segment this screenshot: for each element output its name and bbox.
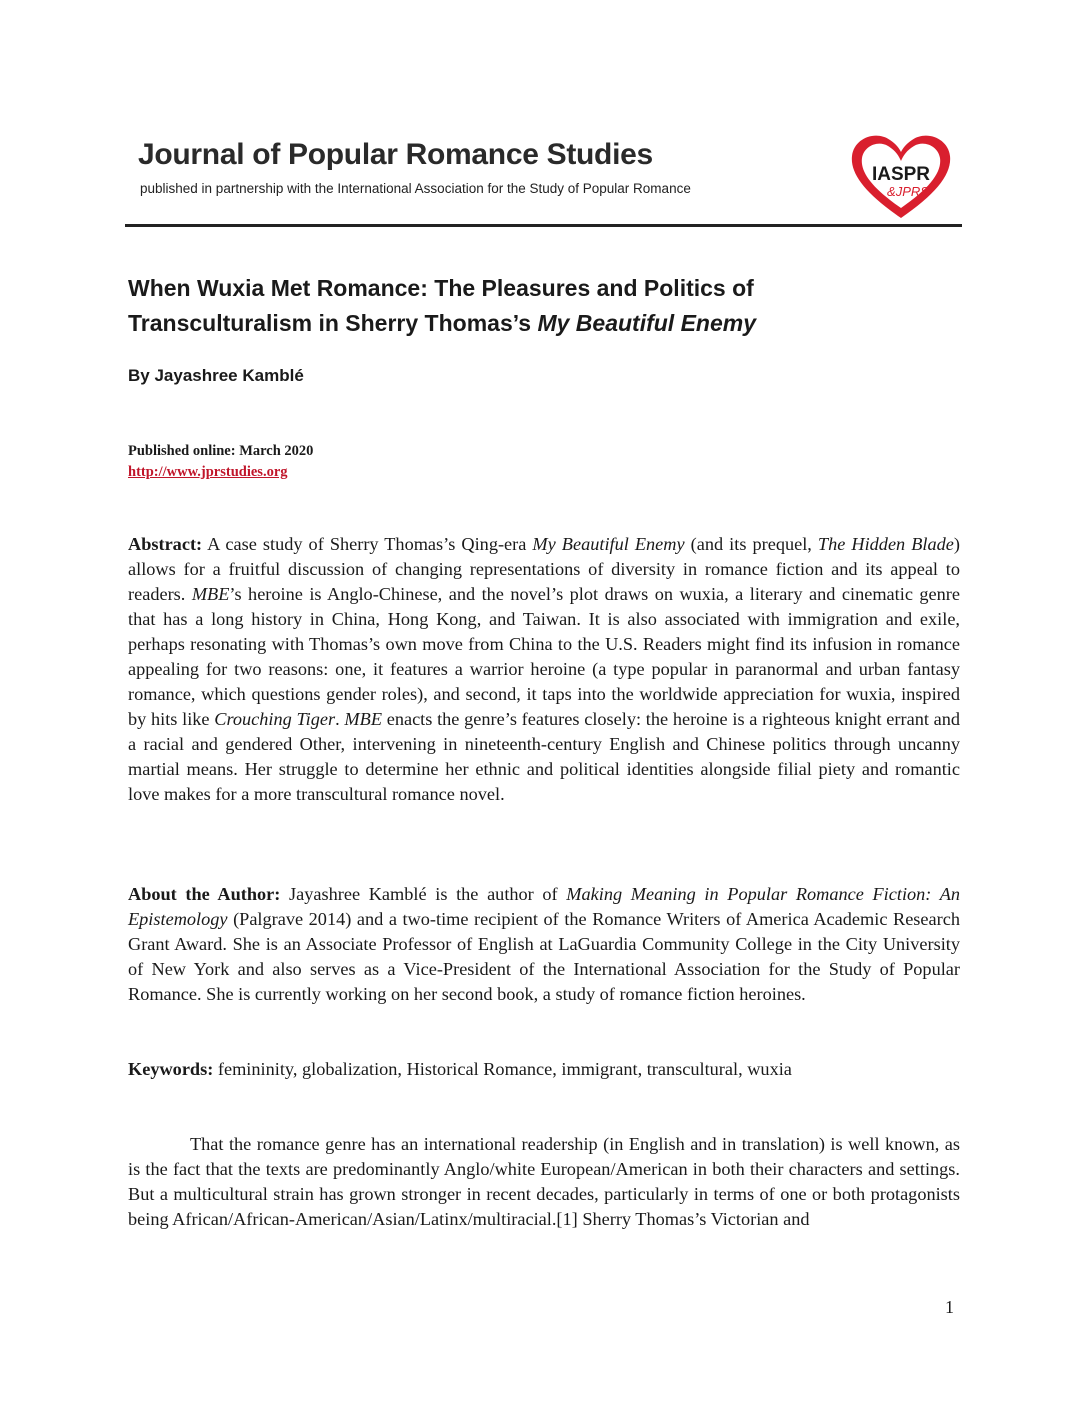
abstract-paragraph: [128, 532, 960, 807]
header-divider: [125, 224, 962, 227]
about-author-paragraph: [128, 882, 960, 1007]
abstract-text: .: [335, 709, 345, 729]
heart-logo-icon: [846, 128, 956, 224]
article-title: [128, 271, 968, 341]
about-text: Jayashree Kamblé is the author of: [280, 884, 567, 904]
abstract-text: (and its prequel,: [684, 534, 818, 554]
abstract-italic: MBE: [344, 709, 382, 729]
keywords-paragraph: [128, 1057, 960, 1082]
abstract-text: ’s heroine is Anglo-Chinese, and the novel’s plot draws on wuxia, a literary and cinematic genre that has a long history in China, Hong Kong, and Taiwan. It is also associated with immigration and exile, perhaps resonating with Thomas’s own move from China to the U.S. Readers might find its infusion in romance appealing for two reasons: one, it features a warrior heroine (a type popular in paranormal and urban fantasy romance, which questions gender roles), and second, it taps into the worldwide appreciation for wuxia, inspired by hits like: [128, 584, 960, 729]
about-text: (Palgrave 2014) and a two-time recipient of the Romance Writers of America Academic Research Grant Award. She is an Associate Professor of English at LaGuardia Community College in the City University of New York and also serves as a Vice-President of the International Association for the Study of Popular Romance. She is currently working on her second book, a study of romance fiction heroines.: [128, 909, 960, 1004]
body-paragraph: That the romance genre has an international readership (in English and in translation) is well known, as is the fact that the texts are predominantly Anglo/white European/American in both their characters and settings. But a multicultural strain has grown stronger in recent decades, particularly in terms of one or both protagonists being African/African-American/Asian/Latinx/multiracial.[1] Sherry Thomas’s Victorian and: [128, 1134, 960, 1229]
abstract-italic: Crouching Tiger: [214, 709, 336, 729]
keywords-label: Keywords:: [128, 1059, 214, 1079]
abstract-italic: MBE: [191, 584, 230, 604]
logo-text-sub: &JPRS: [887, 184, 929, 199]
article-title-italic: My Beautiful Enemy: [537, 310, 756, 336]
abstract-text: enacts the genre’s features closely: the heroine is a righteous knight errant and a racial and gendered Other, intervening in nineteenth-century English and Chinese politics through uncanny martial means. Her struggle to determine her ethnic and political identities alongside filial piety and romantic love makes for a more transcultural romance novel.: [128, 709, 961, 804]
abstract-text: A case study of Sherry Thomas’s Qing-era: [202, 534, 533, 554]
abstract-label: Abstract:: [128, 534, 203, 554]
abstract-italic: The Hidden Blade: [817, 534, 954, 554]
about-author-label: About the Author:: [128, 884, 281, 904]
page-number: 1: [945, 1297, 954, 1317]
abstract-italic: My Beautiful Enemy: [532, 534, 685, 554]
article-title-line2: Transculturalism in Sherry Thomas’s: [128, 310, 538, 336]
journal-title: Journal of Popular Romance Studies: [138, 138, 653, 171]
byline: By Jayashree Kamblé: [128, 366, 304, 385]
journal-link[interactable]: http://www.jprstudies.org: [128, 464, 288, 480]
journal-subtitle: published in partnership with the International Association for the Study of Popular Romance: [140, 181, 691, 196]
about-italic: Making Meaning in Popular Romance Fiction: An Epistemology: [128, 884, 961, 929]
published-date: Published online: March 2020: [128, 443, 314, 459]
abstract-text: ) allows for a fruitful discussion of changing representations of diversity in romance fiction and its appeal to readers.: [128, 534, 960, 604]
publication-info: [128, 441, 313, 483]
keywords-text: femininity, globalization, Historical Romance, immigrant, transcultural, wuxia: [213, 1059, 792, 1079]
article-title-line1: When Wuxia Met Romance: The Pleasures and Politics of: [128, 275, 754, 301]
logo-text-main: IASPR: [871, 164, 931, 185]
